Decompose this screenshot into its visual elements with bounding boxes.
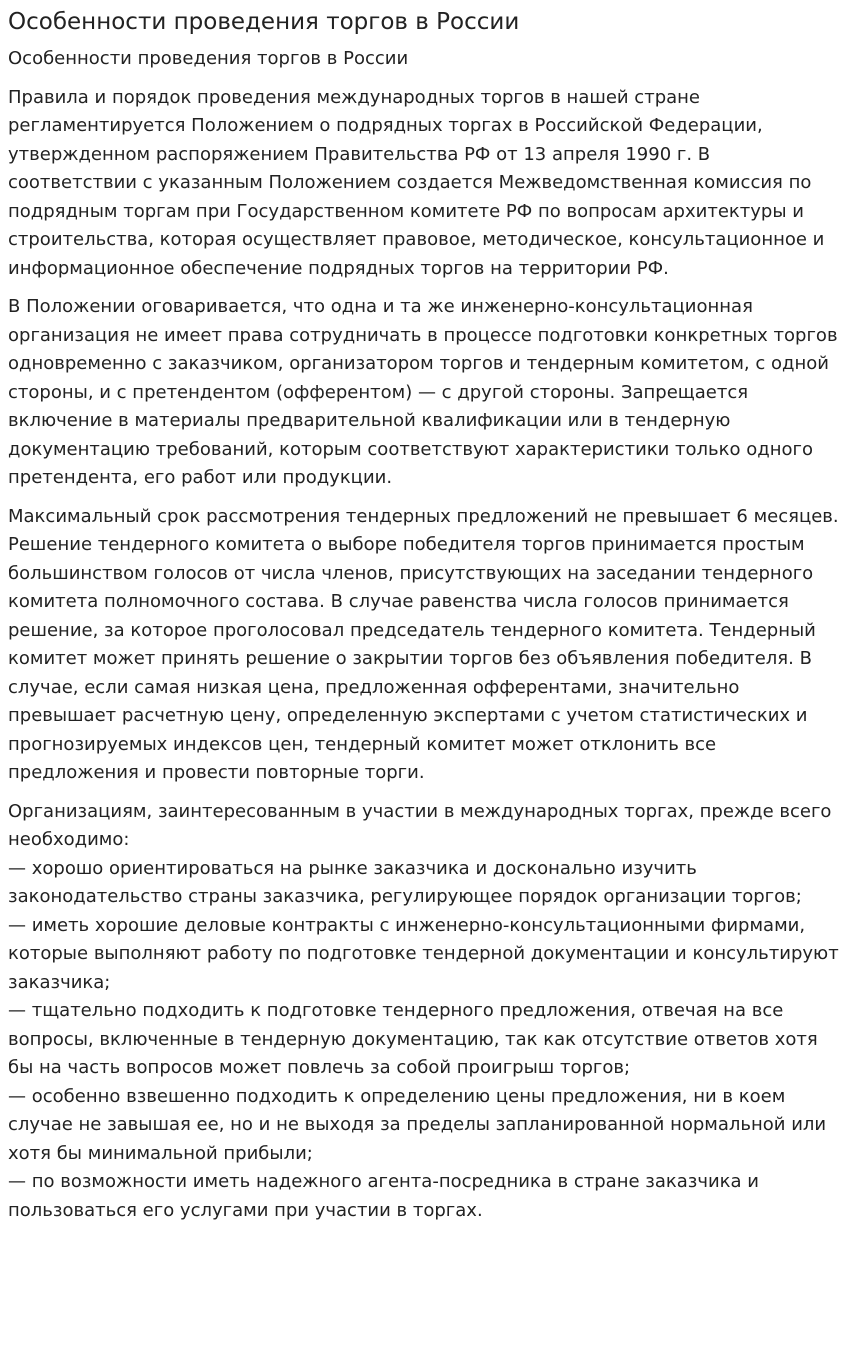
list-item: — иметь хорошие деловые контракты с инженерно-консультационными фирмами, которые выполняют работу по подготовке тендерной документации и консультируют заказчика; (8, 914, 839, 993)
paragraph-consulting-restrictions: В Положении оговаривается, что одна и та же инженерно-консультационная организация не имеет права сотрудничать в процессе подготовки конкретных торгов одновременно с заказчиком, организатором торгов и тендерным комитетом, с одной стороны, и с претендентом (офферентом) — с другой стороны. Запрещается включение в материалы предварительной квалификации или в тендерную документацию требований, которым соответствуют характеристики только одного претендента, его работ или продукции. (8, 296, 838, 488)
list-intro: Организациям, заинтересованным в участии в международных торгах, прежде всего необходимо: (8, 800, 832, 850)
article-subtitle: Особенности проведения торгов в России (8, 48, 409, 69)
page-title: Особенности проведения торгов в России (8, 9, 520, 35)
list-item: — по возможности иметь надежного агента-посредника в стране заказчика и пользоваться его услугами при участии в торгах. (8, 1171, 759, 1221)
list-item: — тщательно подходить к подготовке тендерного предложения, отвечая на все вопросы, включенные в тендерную документацию, так как отсутствие ответов хотя бы на часть вопросов может повлечь за собой проигрыш торгов; (8, 1000, 818, 1078)
recommendations-list (8, 798, 839, 1226)
list-item: — хорошо ориентироваться на рынке заказчика и досконально изучить законодательство страны заказчика, регулирующее порядок организации торгов; (8, 857, 802, 907)
paragraph-regulations: Правила и порядок проведения международных торгов в нашей стране регламентируется Положением о подрядных торгах в Российской Федерации, утвержденном распоряжением Правительства РФ от 13 апреля 1990 г. В соответствии с указанным Положением создается Межведомственная комиссия по подрядным торгам при Государственном комитете РФ по вопросам архитектуры и строительства, которая осуществляет правовое, методическое, консультационное и информационное обеспечение подрядных торгов на территории РФ. (8, 86, 825, 279)
list-item: — особенно взвешенно подходить к определению цены предложения, ни в коем случае не завышая ее, но и не выходя за пределы запланированной нормальной или хотя бы минимальной прибыли; (8, 1085, 827, 1164)
paragraph-tender-review: Максимальный срок рассмотрения тендерных предложений не превышает 6 месяцев. Решение тендерного комитета о выборе победителя торгов принимается простым большинством голосов от числа членов, присутствующих на заседании тендерного комитета полномочного состава. В случае равенства числа голосов принимается решение, за которое проголосовал председатель тендерного комитета. Тендерный комитет может принять решение о закрытии торгов без объявления победителя. В случае, если самая низкая цена, предложенная офферентами, значительно превышает расчетную цену, определенную экспертами с учетом статистических и прогнозируемых индексов цен, тендерный комитет может отклонить все предложения и провести повторные торги. (8, 505, 839, 783)
